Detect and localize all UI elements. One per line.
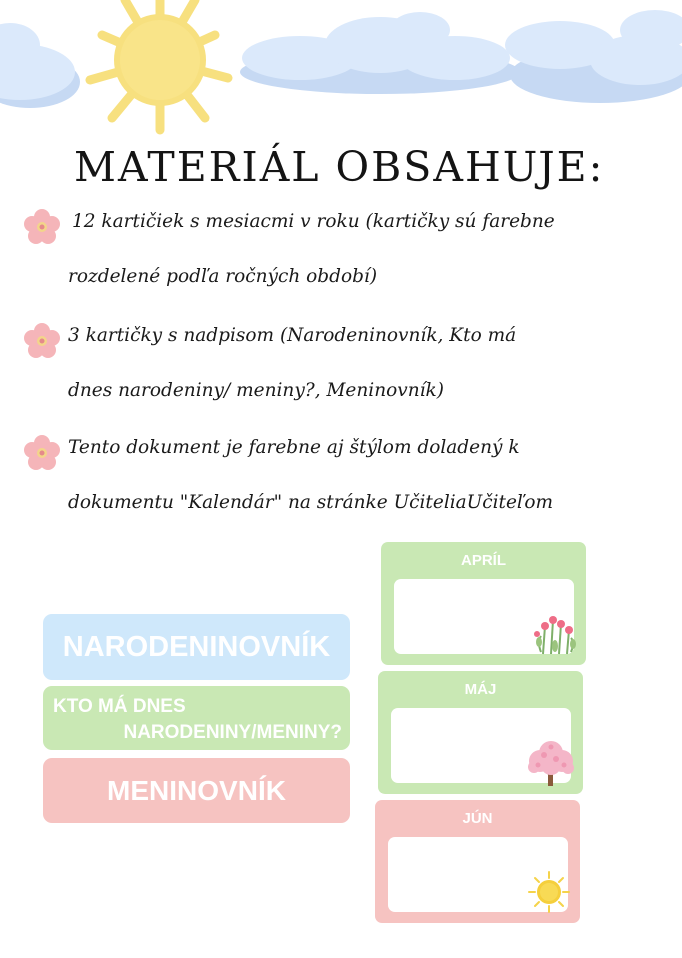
month-card-maj <box>378 671 583 794</box>
kto-ma-dnes-line-1: KTO MÁ DNES <box>53 696 186 717</box>
item-line-1: 3 kartičky s nadpisom (Narodeninovník, Kto má <box>68 325 517 346</box>
cherry-blossom-icon <box>24 435 60 471</box>
month-name: APRÍL <box>461 552 506 569</box>
month-card-april <box>381 542 586 665</box>
month-name: JÚN <box>462 810 493 827</box>
sky-decoration <box>0 0 682 140</box>
item-line-2: dokumentu "Kalendár" na stránke UčiteliaUčiteľom <box>68 492 554 513</box>
item-line-1: 12 kartičiek s mesiacmi v roku (kartičky sú farebne <box>72 211 555 232</box>
month-card-jun <box>375 800 580 923</box>
sun-icon <box>527 870 571 914</box>
page-title: MATERIÁL OBSAHUJE: <box>74 143 605 191</box>
blossom-tree-icon <box>526 741 576 787</box>
cloud-middle <box>240 12 520 94</box>
kto-ma-dnes-label <box>43 686 350 750</box>
kto-ma-dnes-line-2: NARODENINY/MENINY? <box>123 722 342 743</box>
item-line-2: rozdelené podľa ročných období) <box>68 266 378 287</box>
item-line-1: Tento dokument je farebne aj štýlom doladený k <box>68 437 520 458</box>
cloud-right <box>505 10 682 103</box>
item-line-2: dnes narodeniny/ meniny?, Meninovník) <box>68 380 444 401</box>
meninovnik-label: MENINOVNÍK <box>43 758 350 823</box>
pink-flowers-icon <box>533 612 577 656</box>
month-name: MÁJ <box>464 681 497 698</box>
cherry-blossom-icon <box>24 323 60 359</box>
cloud-left <box>0 23 80 108</box>
narodeninovnik-label: NARODENINOVNÍK <box>43 614 350 680</box>
sun-icon <box>90 0 228 130</box>
cherry-blossom-icon <box>24 209 60 245</box>
